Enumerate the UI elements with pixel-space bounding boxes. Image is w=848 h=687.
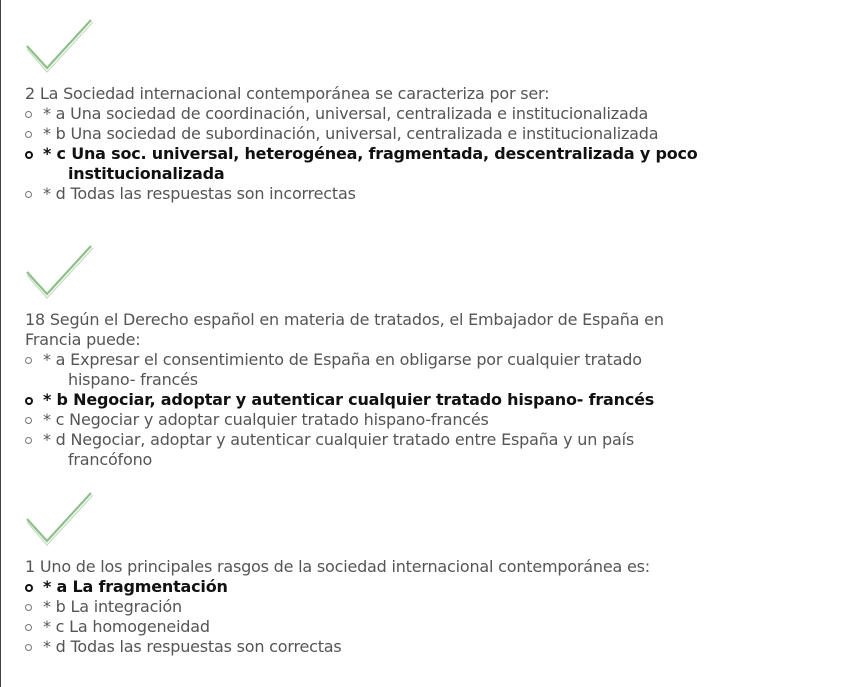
- option-item[interactable]: [25, 637, 705, 657]
- option-label: * d Todas las respuestas son correctas: [43, 637, 342, 656]
- option-label: * a Expresar el consentimiento de España en obligarse por cualquier tratado hispano- francés: [43, 350, 642, 389]
- option-item[interactable]: [25, 430, 705, 470]
- option-item[interactable]: [25, 184, 705, 204]
- option-item-correct[interactable]: [25, 144, 705, 184]
- checkmark-icon: [25, 489, 95, 547]
- radio-bullet-selected: [25, 584, 33, 592]
- options-list: [25, 577, 705, 657]
- left-border-line: [0, 0, 1, 687]
- options-list: [25, 350, 705, 470]
- option-item[interactable]: [25, 350, 705, 390]
- option-label: * b Una sociedad de subordinación, universal, centralizada e institucionalizada: [43, 124, 659, 143]
- option-label: * c Negociar y adoptar cualquier tratado hispano-francés: [43, 410, 489, 429]
- option-label: * b La integración: [43, 597, 182, 616]
- option-item[interactable]: [25, 617, 705, 637]
- option-label: * a Una sociedad de coordinación, universal, centralizada e institucionalizada: [43, 104, 649, 123]
- option-item[interactable]: [25, 104, 705, 124]
- radio-bullet: [25, 111, 32, 118]
- option-item[interactable]: [25, 124, 705, 144]
- option-label: * b Negociar, adoptar y autenticar cualquier tratado hispano- francés: [43, 390, 655, 409]
- radio-bullet: [25, 604, 32, 611]
- option-label: * c Una soc. universal, heterogénea, fragmentada, descentralizada y poco institucionalizada: [43, 144, 698, 183]
- radio-bullet: [25, 624, 32, 631]
- question-block: [25, 16, 705, 204]
- radio-bullet: [25, 131, 32, 138]
- checkmark-icon: [25, 16, 95, 74]
- question-block: [25, 242, 705, 470]
- option-label: * d Todas las respuestas son incorrectas: [43, 184, 356, 203]
- question-text: 1 Uno de los principales rasgos de la sociedad internacional contemporánea es:: [25, 557, 650, 576]
- radio-bullet: [25, 417, 32, 424]
- option-item-correct[interactable]: [25, 390, 705, 410]
- radio-bullet: [25, 437, 32, 444]
- option-label: * a La fragmentación: [43, 577, 228, 596]
- option-label: * c La homogeneidad: [43, 617, 210, 636]
- option-label: * d Negociar, adoptar y autenticar cualquier tratado entre España y un país francófono: [43, 430, 634, 469]
- radio-bullet-selected: [25, 397, 33, 405]
- option-item[interactable]: [25, 410, 705, 430]
- radio-bullet: [25, 357, 32, 364]
- options-list: [25, 104, 705, 204]
- radio-bullet-selected: [25, 151, 33, 159]
- question-text: 18 Según el Derecho español en materia de tratados, el Embajador de España en Francia puede:: [25, 310, 664, 349]
- radio-bullet: [25, 644, 32, 651]
- option-item[interactable]: [25, 597, 705, 617]
- option-item-correct[interactable]: [25, 577, 705, 597]
- checkmark-icon: [25, 242, 95, 300]
- question-block: [25, 489, 705, 657]
- radio-bullet: [25, 191, 32, 198]
- question-text: 2 La Sociedad internacional contemporánea se caracteriza por ser:: [25, 84, 550, 103]
